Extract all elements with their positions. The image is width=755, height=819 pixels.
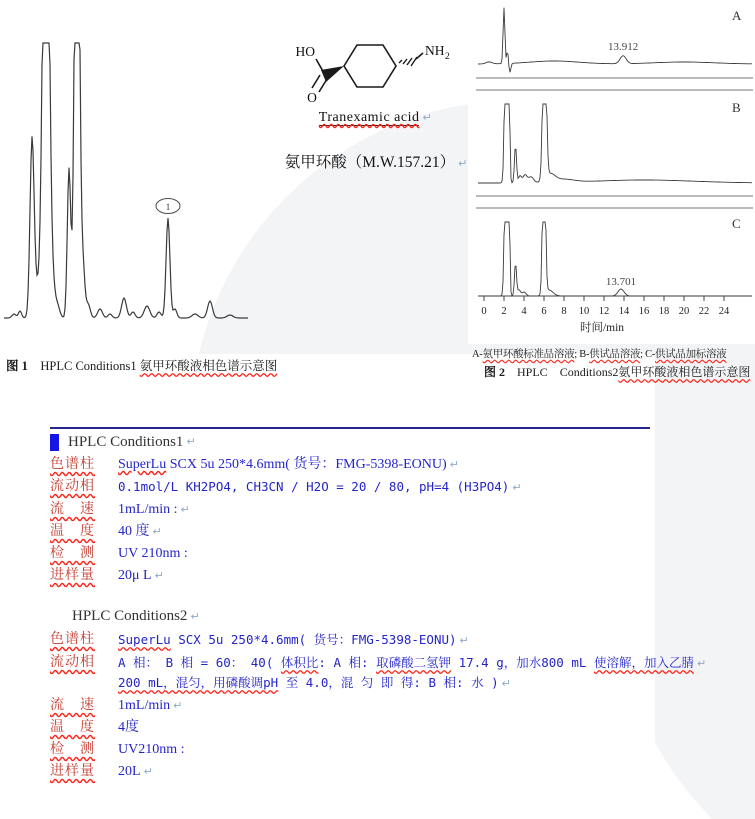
mobile-phase-seg: 至 4.0，混 匀 即 得: B 相: 水 ) [278,675,499,690]
row-column [50,630,710,650]
amine-label: NH [425,43,445,58]
hash-bond-1 [399,60,402,63]
injection-label: 进样量 [50,568,95,583]
c-o-double-bond-2 [319,79,327,92]
bold-wedge-bond [321,66,344,82]
row-temperature [50,522,650,541]
row-detection [50,544,650,563]
legend-b-prefix: ; B- [574,349,590,360]
ch2-nh2-bond [416,53,423,59]
hydroxyl-label: HO [295,44,315,59]
flow-rate-value [118,696,182,715]
x-tick-label: 20 [678,306,690,317]
injection-text: 20μ L [118,568,152,583]
panel-label: C [732,216,741,231]
row-mobile-phase [50,477,650,497]
figure2-caption-cn: 氨甲环酸液相色谱示意图 [618,365,751,380]
mobile-phase-seg-sq: 体积比 [280,655,319,670]
amine-label-subscript: 2 [445,52,450,62]
mobile-phase-seg: 17.4 g，加水800 mL [451,655,594,670]
paragraph-mark: ↵ [154,569,164,582]
hash-bond-3 [407,58,412,65]
column-value [118,455,459,474]
paragraph-mark: ↵ [173,699,183,712]
conditions2-title: HPLC Conditions2 [72,608,188,624]
row-injection [50,762,710,781]
row-column [50,455,650,474]
column-value-rest: SCX 5u 250*4.6mm( 货号：FMG-5398-EONU) [166,457,447,472]
conditions2-header [50,606,710,627]
flow-rate-value [118,500,190,519]
column-value-brand: SuperLu [118,457,167,472]
compound-name-cn-text: 氨甲环酸（M.W.157.21） [284,154,456,171]
retention-time-label: 13.701 [605,276,637,288]
c-o-double-bond-1 [312,75,320,88]
detection-value [118,544,188,563]
mobile-phase-seg-sq: 取磷酸二氢钾 [376,655,452,670]
x-tick-label: 22 [698,306,710,317]
flow-rate-label: 流 速 [50,698,95,713]
row-injection [50,566,650,585]
chromatogram-trace [478,104,752,183]
c-oh-bond [316,59,324,73]
x-tick-label: 10 [578,306,590,317]
row-temperature [50,718,710,737]
x-tick-label: 0 [481,306,487,317]
flow-rate-label: 流 速 [50,502,95,517]
flow-rate-text: 1mL/min : [118,502,178,517]
row-flow-rate [50,500,650,519]
figure2-chromatograms [468,0,755,340]
column-label: 色谱柱 [50,632,95,647]
paragraph-mark: ↵ [512,481,522,494]
temperature-text: 40 度 [118,524,150,539]
detection-value [118,740,185,759]
conditions2-section [50,606,710,781]
column-value-rest: SCX 5u 250*4.6mm( 货号：FMG-5398-EONU) [170,632,457,647]
temperature-label: 温 度 [50,524,95,539]
x-axis-title: 时间/min [579,322,625,334]
temperature-value [118,522,162,541]
row-detection [50,740,710,759]
hash-bond-2 [403,59,407,64]
x-tick-label: 16 [638,306,650,317]
paragraph-mark: ↵ [180,503,190,516]
compound-name-en-text: Tranexamic acid [318,110,420,125]
detection-text: UV 210nm : [118,546,188,561]
paragraph-mark: ↵ [190,610,200,623]
carbonyl-oxygen-label: O [307,90,317,105]
blue-block-bullet [50,434,59,451]
x-tick-label: 8 [561,306,567,317]
figure1-number: 图 1 [6,359,28,373]
conditions1-header [50,432,650,452]
legend-c-text: 供试品加标溶液 [654,349,727,360]
mobile-phase-seg-sq: 使溶解，加入乙腈 [593,655,694,670]
legend-a-text: 氨甲环酸标准品溶液 [482,349,575,360]
paragraph-mark: ↵ [696,657,707,670]
detection-text: UV210nm : [118,742,185,757]
x-tick-label: 4 [521,306,527,317]
figure1-caption [6,356,277,374]
injection-value [118,566,164,585]
row-mobile-phase [50,653,710,693]
chromatogram-trace [478,8,752,73]
mobile-phase-value [118,653,706,693]
x-tick-label: 6 [541,306,547,317]
structure-figure [283,28,468,106]
paragraph-mark: ↵ [422,111,433,124]
paragraph-mark: ↵ [458,157,468,170]
flow-rate-text: 1mL/min [118,698,171,713]
compound-name-cn [276,150,476,172]
row-flow-rate [50,696,710,715]
mobile-phase-label: 流动相 [50,655,95,670]
legend-c-prefix: ; C- [640,349,655,360]
figure2-caption-line [472,363,755,382]
compound-name-en [283,110,468,126]
detection-label: 检 测 [50,546,95,561]
column-value [118,630,469,650]
figure1-chromatogram [0,6,252,338]
temperature-value [118,718,139,737]
x-tick-label: 12 [598,306,610,317]
x-tick-label: 24 [718,306,730,317]
paragraph-mark: ↵ [143,765,153,778]
cyclohexane-ring [344,45,396,87]
conditions1-section [50,427,650,585]
figure2-caption [472,347,755,382]
mobile-phase-text: 0.1mol/L KH2PO4, CH3CN / H2O = 20 / 80, pH=4 (H3PO4) [118,479,510,494]
figure2-number: 图 2 [484,365,506,380]
column-value-brand: SuperLu [118,632,171,647]
panel-label: A [732,8,742,23]
legend-a-prefix: A- [472,349,483,360]
figure2-box [468,0,755,344]
x-tick-label: 2 [501,306,507,317]
mobile-phase-seg: : A 相: [318,655,377,670]
peak-annotation-label: 1 [165,202,171,212]
panel-label: B [732,100,741,115]
figure2-caption-en: HPLC Conditions2 [505,365,619,380]
legend-b-text: 供试品溶液 [589,349,641,360]
detection-label: 检 测 [50,742,95,757]
mobile-phase-label: 流动相 [50,479,95,494]
paragraph-mark: ↵ [152,525,162,538]
chromatogram-trace [4,43,248,318]
conditions1-title: HPLC Conditions1 [68,434,184,450]
x-tick-label: 18 [658,306,670,317]
temperature-label: 温 度 [50,720,95,735]
figure1-caption-cn: 氨甲环酸液相色谱示意图 [139,359,278,373]
mobile-phase-value [118,477,522,497]
mobile-phase-seg-sq: 200 mL，混匀，用磷酸调pH [118,675,279,690]
temperature-text: 4度 [118,720,139,735]
injection-text: 20L [118,764,141,779]
injection-value [118,762,153,781]
figure2-legend [472,347,755,363]
paragraph-mark: ↵ [459,634,469,647]
x-tick-label: 14 [618,306,630,317]
figure1-caption-en: HPLC Conditions1 [27,359,140,373]
retention-time-label: 13.912 [607,41,639,53]
paragraph-mark: ↵ [501,677,511,690]
paragraph-mark: ↵ [186,435,196,448]
column-label: 色谱柱 [50,457,95,472]
injection-label: 进样量 [50,764,95,779]
mobile-phase-seg: A 相： B 相 = 60： 40( [118,655,281,670]
paragraph-mark: ↵ [449,458,459,471]
